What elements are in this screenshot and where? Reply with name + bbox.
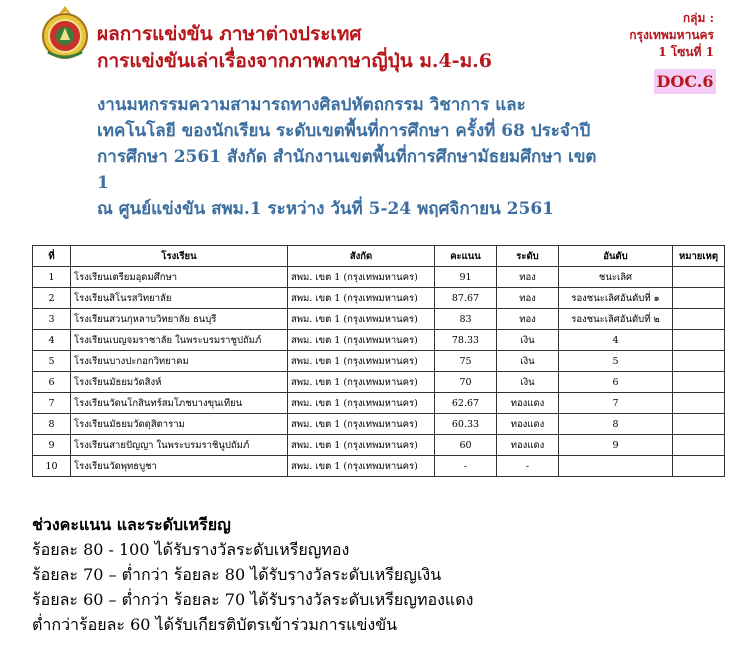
score: -: [435, 456, 497, 477]
row-number: 2: [33, 288, 71, 309]
remark: [673, 456, 725, 477]
score: 60: [435, 435, 497, 456]
col-header-score: คะแนน: [435, 246, 497, 267]
score: 60.33: [435, 414, 497, 435]
table-row: [33, 351, 725, 372]
affiliation: สพม. เขต 1 (กรุงเทพมหานคร): [288, 456, 435, 477]
affiliation: สพม. เขต 1 (กรุงเทพมหานคร): [288, 330, 435, 351]
legend-title: ช่วงคะแนน และระดับเหรียญ: [32, 515, 231, 534]
col-header-level: ระดับ: [497, 246, 559, 267]
rank: 4: [559, 330, 673, 351]
event-heading: [97, 92, 637, 222]
row-number: 1: [33, 267, 71, 288]
remark: [673, 267, 725, 288]
heading-line: งานมหกรรมความสามารถทางศิลปหัตถกรรม วิชาการ และ: [97, 95, 526, 115]
row-number: 5: [33, 351, 71, 372]
medal-level: ทอง: [497, 309, 559, 330]
score-legend: [32, 512, 473, 637]
affiliation: สพม. เขต 1 (กรุงเทพมหานคร): [288, 393, 435, 414]
medal-level: ทอง: [497, 267, 559, 288]
group-info: [629, 10, 714, 61]
rank: ชนะเลิศ: [559, 267, 673, 288]
medal-level: เงิน: [497, 372, 559, 393]
legend-line: ร้อยละ 80 - 100 ได้รับรางวัลระดับเหรียญทอง: [32, 540, 350, 559]
medal-level: ทองแดง: [497, 414, 559, 435]
group-name: กรุงเทพมหานคร: [629, 28, 714, 42]
legend-line: ร้อยละ 70 – ต่ำกว่า ร้อยละ 80 ได้รับรางวัลระดับเหรียญเงิน: [32, 565, 442, 584]
medal-level: -: [497, 456, 559, 477]
competition-title: ผลการแข่งขัน ภาษาต่างประเทศ: [97, 23, 362, 45]
heading-line: เทคโนโลยี ของนักเรียน ระดับเขตพื้นที่การศึกษา ครั้งที่ 68 ประจำปี: [97, 121, 591, 141]
remark: [673, 393, 725, 414]
table-row: [33, 330, 725, 351]
row-number: 3: [33, 309, 71, 330]
col-header-remark: หมายเหตุ: [673, 246, 725, 267]
medal-level: ทอง: [497, 288, 559, 309]
affiliation: สพม. เขต 1 (กรุงเทพมหานคร): [288, 288, 435, 309]
results-table: [32, 245, 725, 477]
heading-line: ณ ศูนย์แข่งขัน สพม.1 ระหว่าง วันที่ 5-24 พฤศจิกายน 2561: [97, 199, 554, 219]
school-name: โรงเรียนสายปัญญา ในพระบรมราชินูปถัมภ์: [71, 435, 288, 456]
row-number: 8: [33, 414, 71, 435]
school-name: โรงเรียนสวนกุหลาบวิทยาลัย ธนบุรี: [71, 309, 288, 330]
doc-code-badge: DOC.6: [654, 69, 716, 94]
competition-subtitle: การแข่งขันเล่าเรื่องจากภาพภาษาญี่ปุ่น ม.4-ม.6: [97, 50, 492, 72]
group-label: กลุ่ม :: [682, 11, 714, 25]
score: 91: [435, 267, 497, 288]
school-name: โรงเรียนมัธยมวัดสิงห์: [71, 372, 288, 393]
remark: [673, 435, 725, 456]
legend-line: ร้อยละ 60 – ต่ำกว่า ร้อยละ 70 ได้รับรางวัลระดับเหรียญทองแดง: [32, 590, 474, 609]
col-header-rank: อันดับ: [559, 246, 673, 267]
heading-line: การศึกษา 2561 สังกัด สำนักงานเขตพื้นที่การศึกษามัธยมศึกษา เขต: [97, 147, 597, 167]
row-number: 9: [33, 435, 71, 456]
rank: รองชนะเลิศอันดับที่ ๒: [559, 309, 673, 330]
score: 62.67: [435, 393, 497, 414]
remark: [673, 288, 725, 309]
rank: 9: [559, 435, 673, 456]
zone-label: 1 โซนที่ 1: [658, 45, 714, 59]
school-name: โรงเรียนวัดนโกสินทร์สมโภชบางขุนเทียน: [71, 393, 288, 414]
legend-line: ต่ำกว่าร้อยละ 60 ได้รับเกียรติบัตรเข้าร่วมการแข่งขัน: [32, 615, 398, 634]
score: 83: [435, 309, 497, 330]
rank: [559, 456, 673, 477]
school-name: โรงเรียนวัดพุทธบูชา: [71, 456, 288, 477]
affiliation: สพม. เขต 1 (กรุงเทพมหานคร): [288, 309, 435, 330]
table-row: [33, 288, 725, 309]
remark: [673, 351, 725, 372]
medal-level: เงิน: [497, 351, 559, 372]
table-row: [33, 414, 725, 435]
row-number: 4: [33, 330, 71, 351]
row-number: 6: [33, 372, 71, 393]
rank: 5: [559, 351, 673, 372]
remark: [673, 330, 725, 351]
row-number: 7: [33, 393, 71, 414]
col-header-no: ที่: [33, 246, 71, 267]
school-emblem-icon: [40, 4, 90, 62]
table-row: [33, 456, 725, 477]
col-header-affiliation: สังกัด: [288, 246, 435, 267]
col-header-school: โรงเรียน: [71, 246, 288, 267]
medal-level: เงิน: [497, 330, 559, 351]
table-row: [33, 393, 725, 414]
school-name: โรงเรียนสิโนรสวิทยาลัย: [71, 288, 288, 309]
school-name: โรงเรียนบางปะกอกวิทยาคม: [71, 351, 288, 372]
table-row: [33, 309, 725, 330]
score: 75: [435, 351, 497, 372]
row-number: 10: [33, 456, 71, 477]
score: 78.33: [435, 330, 497, 351]
school-name: โรงเรียนมัธยมวัดดุสิตาราม: [71, 414, 288, 435]
affiliation: สพม. เขต 1 (กรุงเทพมหานคร): [288, 414, 435, 435]
remark: [673, 309, 725, 330]
school-name: โรงเรียนเตรียมอุดมศึกษา: [71, 267, 288, 288]
affiliation: สพม. เขต 1 (กรุงเทพมหานคร): [288, 351, 435, 372]
medal-level: ทองแดง: [497, 435, 559, 456]
rank: 8: [559, 414, 673, 435]
affiliation: สพม. เขต 1 (กรุงเทพมหานคร): [288, 372, 435, 393]
affiliation: สพม. เขต 1 (กรุงเทพมหานคร): [288, 267, 435, 288]
school-name: โรงเรียนเบญจมราชาลัย ในพระบรมราชูปถัมภ์: [71, 330, 288, 351]
heading-line: 1: [97, 173, 109, 193]
score: 70: [435, 372, 497, 393]
rank: 6: [559, 372, 673, 393]
rank: 7: [559, 393, 673, 414]
table-row: [33, 267, 725, 288]
affiliation: สพม. เขต 1 (กรุงเทพมหานคร): [288, 435, 435, 456]
table-row: [33, 435, 725, 456]
rank: รองชนะเลิศอันดับที่ ๑: [559, 288, 673, 309]
remark: [673, 372, 725, 393]
medal-level: ทองแดง: [497, 393, 559, 414]
score: 87.67: [435, 288, 497, 309]
table-row: [33, 372, 725, 393]
remark: [673, 414, 725, 435]
table-header-row: [33, 246, 725, 267]
